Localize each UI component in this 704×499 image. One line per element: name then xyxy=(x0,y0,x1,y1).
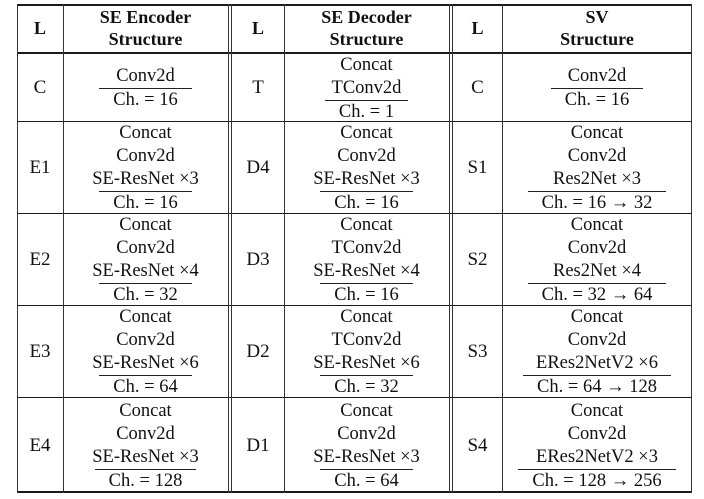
structure-op: Conv2d xyxy=(337,146,396,166)
structure-op: SE-ResNet ×4 xyxy=(92,261,199,281)
structure-cell-dec xyxy=(284,122,449,214)
channel-spec: Ch. = 128 → 256 xyxy=(518,469,675,492)
structure-op: Conv2d xyxy=(567,66,627,86)
layer-label-text: S4 xyxy=(467,434,488,456)
structure-cell-sv xyxy=(502,122,692,214)
header-sv-line2: Structure xyxy=(560,28,634,49)
channel-spec: Ch. = 32 → 64 xyxy=(528,283,667,306)
layer-label-dec xyxy=(232,306,284,398)
structure-op: SE-ResNet ×3 xyxy=(313,446,420,467)
structure-stack xyxy=(92,214,199,306)
layer-label-text: C xyxy=(33,77,47,98)
channel-spec: Ch. = 64 → 128 xyxy=(523,375,671,398)
structure-stack xyxy=(313,400,420,492)
layer-label-dec xyxy=(232,122,284,214)
rule-bottom xyxy=(17,491,692,493)
rule-vertical xyxy=(17,4,18,493)
layer-label-text: D1 xyxy=(246,434,270,456)
channel-spec: Ch. = 16 xyxy=(551,88,643,111)
channel-spec: Ch. = 1 xyxy=(325,100,408,123)
channel-spec: Ch. = 16 xyxy=(99,191,191,214)
layer-label-text: D2 xyxy=(246,341,270,362)
structure-op: TConv2d xyxy=(331,238,402,258)
layer-label-text: T xyxy=(252,77,264,98)
structure-stack xyxy=(313,122,420,214)
structure-op: Conv2d xyxy=(337,423,396,444)
structure-cell-enc xyxy=(63,122,228,214)
header-se-encoder xyxy=(63,4,228,51)
structure-op: Concat xyxy=(570,123,624,143)
header-l-enc-text: L xyxy=(33,17,46,38)
structure-op: SE-ResNet ×6 xyxy=(92,353,199,373)
structure-op: Concat xyxy=(119,307,172,327)
channel-spec: Ch. = 64 xyxy=(320,469,412,492)
layer-label-text: S2 xyxy=(467,249,488,270)
structure-cell-dec xyxy=(284,54,449,122)
rule-vertical xyxy=(63,4,64,493)
structure-cell-enc xyxy=(63,54,228,122)
layer-label-text: E3 xyxy=(29,341,51,362)
structure-op: Conv2d xyxy=(116,66,175,86)
structure-stack xyxy=(313,306,420,398)
structure-cell-sv xyxy=(502,398,692,493)
structure-op: Conv2d xyxy=(116,423,175,444)
structure-stack xyxy=(551,65,643,111)
rule-header xyxy=(17,52,692,54)
structure-stack xyxy=(92,306,199,398)
channel-spec: Ch. = 32 xyxy=(99,283,191,306)
rule-row xyxy=(17,305,692,306)
structure-op: ERes2NetV2 ×6 xyxy=(536,353,658,373)
structure-cell-enc xyxy=(63,398,228,493)
structure-op: TConv2d xyxy=(331,77,402,98)
rule-vertical xyxy=(231,4,232,493)
structure-op: Conv2d xyxy=(567,238,627,258)
structure-op: SE-ResNet ×3 xyxy=(313,169,420,189)
structure-stack xyxy=(523,306,671,398)
layer-label-dec xyxy=(232,214,284,306)
layer-label-sv xyxy=(453,54,502,122)
rule-vertical xyxy=(452,4,453,493)
rule-top xyxy=(17,4,692,6)
layer-label-text: E1 xyxy=(29,157,51,178)
structure-op: SE-ResNet ×4 xyxy=(313,261,420,281)
layer-label-sv xyxy=(453,214,502,306)
structure-op: Concat xyxy=(340,123,393,143)
structure-cell-sv xyxy=(502,214,692,306)
structure-op: Concat xyxy=(119,215,172,235)
channel-spec: Ch. = 16 xyxy=(320,191,412,214)
structure-stack xyxy=(313,214,420,306)
header-l-enc xyxy=(17,4,63,51)
structure-stack xyxy=(92,400,199,492)
structure-op: Conv2d xyxy=(567,330,627,350)
rule-vertical xyxy=(228,4,229,493)
layer-label-enc xyxy=(17,122,63,214)
layer-label-text: S1 xyxy=(467,157,488,178)
structure-op: Res2Net ×4 xyxy=(552,261,642,281)
structure-op: Conv2d xyxy=(116,146,175,166)
layer-label-text: E2 xyxy=(29,249,51,270)
layer-label-text: E4 xyxy=(29,434,51,456)
layer-label-text: D3 xyxy=(246,249,270,270)
structure-op: Conv2d xyxy=(116,330,175,350)
channel-spec: Ch. = 32 xyxy=(320,375,412,398)
structure-op: ERes2NetV2 ×3 xyxy=(536,446,658,467)
layer-label-text: D4 xyxy=(246,157,270,178)
structure-op: Conv2d xyxy=(567,146,627,166)
header-se-encoder-line2: Structure xyxy=(108,28,183,49)
structure-op: Concat xyxy=(340,54,393,75)
structure-cell-enc xyxy=(63,306,228,398)
channel-spec: Ch. = 16 → 32 xyxy=(528,191,667,214)
rule-vertical xyxy=(502,4,503,493)
header-l-sv-text: L xyxy=(471,17,484,38)
layer-label-sv xyxy=(453,398,502,493)
structure-stack xyxy=(518,400,675,492)
structure-op: Concat xyxy=(570,215,624,235)
structure-op: Conv2d xyxy=(116,238,175,258)
structure-op: Concat xyxy=(340,400,393,421)
layer-label-enc xyxy=(17,306,63,398)
structure-op: Concat xyxy=(340,307,393,327)
header-sv-line1: SV xyxy=(585,6,609,27)
structure-op: Concat xyxy=(119,400,172,421)
rule-row xyxy=(17,397,692,398)
rule-row xyxy=(17,213,692,214)
structure-stack xyxy=(99,65,191,111)
layer-label-sv xyxy=(453,122,502,214)
architecture-table xyxy=(17,4,692,493)
structure-op: Res2Net ×3 xyxy=(552,169,642,189)
structure-stack xyxy=(528,214,667,306)
structure-op: Concat xyxy=(570,307,624,327)
structure-cell-sv xyxy=(502,54,692,122)
layer-label-text: S3 xyxy=(467,341,488,362)
header-l-dec xyxy=(232,4,284,51)
structure-stack xyxy=(92,122,199,214)
header-se-decoder-line1: SE Decoder xyxy=(321,6,412,27)
layer-label-enc xyxy=(17,398,63,493)
structure-op: Conv2d xyxy=(567,423,627,444)
rule-row xyxy=(17,121,692,122)
rule-vertical xyxy=(284,4,285,493)
structure-stack xyxy=(325,54,408,123)
structure-cell-dec xyxy=(284,214,449,306)
header-l-dec-text: L xyxy=(251,17,264,38)
structure-op: SE-ResNet ×6 xyxy=(313,353,420,373)
layer-label-text: C xyxy=(471,77,484,98)
layer-label-enc xyxy=(17,214,63,306)
channel-spec: Ch. = 16 xyxy=(320,283,412,306)
structure-cell-enc xyxy=(63,214,228,306)
header-se-decoder-line2: Structure xyxy=(329,28,404,49)
structure-cell-dec xyxy=(284,398,449,493)
channel-spec: Ch. = 16 xyxy=(99,88,191,111)
structure-op: SE-ResNet ×3 xyxy=(92,446,199,467)
structure-cell-sv xyxy=(502,306,692,398)
rule-vertical xyxy=(449,4,450,493)
structure-op: Concat xyxy=(119,123,172,143)
header-l-sv xyxy=(453,4,502,51)
structure-op: Concat xyxy=(340,215,393,235)
rule-vertical xyxy=(691,4,692,493)
layer-label-sv xyxy=(453,306,502,398)
header-se-encoder-line1: SE Encoder xyxy=(99,6,192,27)
structure-op: TConv2d xyxy=(331,330,402,350)
structure-stack xyxy=(528,122,667,214)
structure-op: Concat xyxy=(570,400,624,421)
structure-op: SE-ResNet ×3 xyxy=(92,169,199,189)
header-se-decoder xyxy=(284,4,449,51)
structure-cell-dec xyxy=(284,306,449,398)
layer-label-dec xyxy=(232,398,284,493)
header-sv xyxy=(502,4,692,51)
channel-spec: Ch. = 64 xyxy=(99,375,191,398)
layer-label-enc xyxy=(17,54,63,122)
layer-label-dec xyxy=(232,54,284,122)
channel-spec: Ch. = 128 xyxy=(95,469,197,492)
